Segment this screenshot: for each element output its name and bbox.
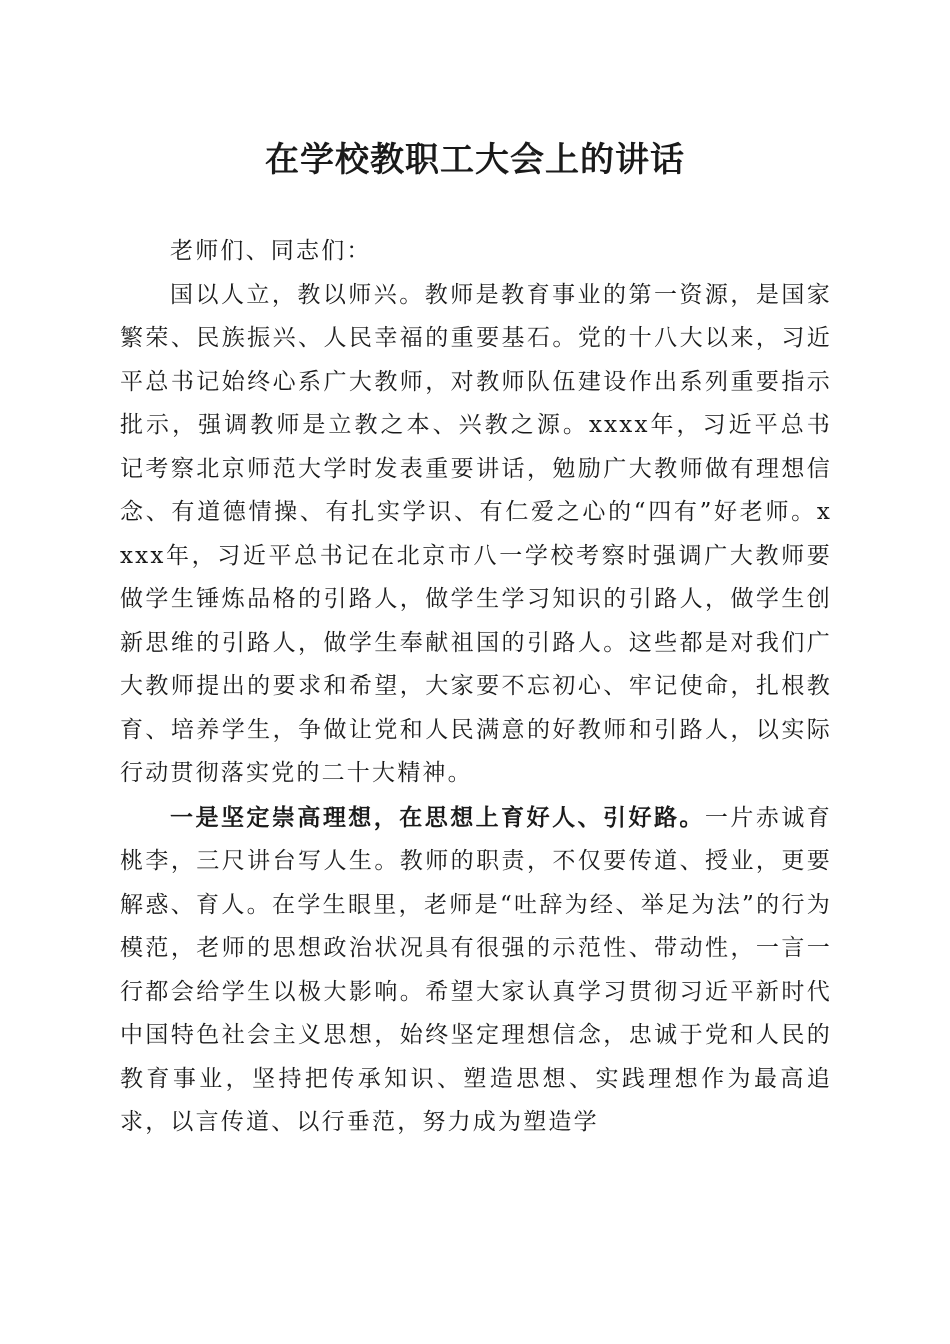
- paragraph-2-text: 一片赤诚育桃李，三尺讲台写人生。教师的职责，不仅要传道、授业，更要解惑、育人。在学生眼里，老师是“吐辞为经、举足为法”的行为模范，老师的思想政治状况具有很强的示范性、带动性，一言一行都会给学生以极大影响。希望大家认真学习贯彻习近平新时代中国特色社会主义思想，始终坚定理想信念，忠诚于党和人民的教育事业，坚持把传承知识、塑造思想、实践理想作为最高追求，以言传道、以行垂范，努力成为塑造学: [120, 804, 833, 1135]
- document-title: 在学校教职工大会上的讲话: [265, 140, 685, 180]
- paragraph-2: [120, 796, 832, 1145]
- document-body: [120, 230, 832, 1145]
- paragraph-1-text: 国以人立，教以师兴。教师是教育事业的第一资源，是国家繁荣、民族振兴、人民幸福的重要基石。党的十八大以来，习近平总书记始终心系广大教师，对教师队伍建设作出系列重要指示批示，强调教师是立教之本、兴教之源。xxxx年，习近平总书记考察北京师范大学时发表重要讲话，勉励广大教师做有理想信念、有道德情操、有扎实学识、有仁爱之心的“四有”好老师。xxxx年，习近平总书记在北京市八一学校考察时强调广大教师要做学生锤炼品格的引路人，做学生学习知识的引路人，做学生创新思维的引路人，做学生奉献祖国的引路人。这些都是对我们广大教师提出的要求和希望，大家要不忘初心、牢记使命，扎根教育、培养学生，争做让党和人民满意的好教师和引路人，以实际行动贯彻落实党的二十大精神。: [120, 281, 832, 786]
- salutation: 老师们、同志们：: [170, 238, 372, 264]
- paragraph-1: [120, 274, 832, 796]
- paragraph-2-lead: 一是坚定崇高理想，在思想上育好人、引好路。: [170, 803, 705, 831]
